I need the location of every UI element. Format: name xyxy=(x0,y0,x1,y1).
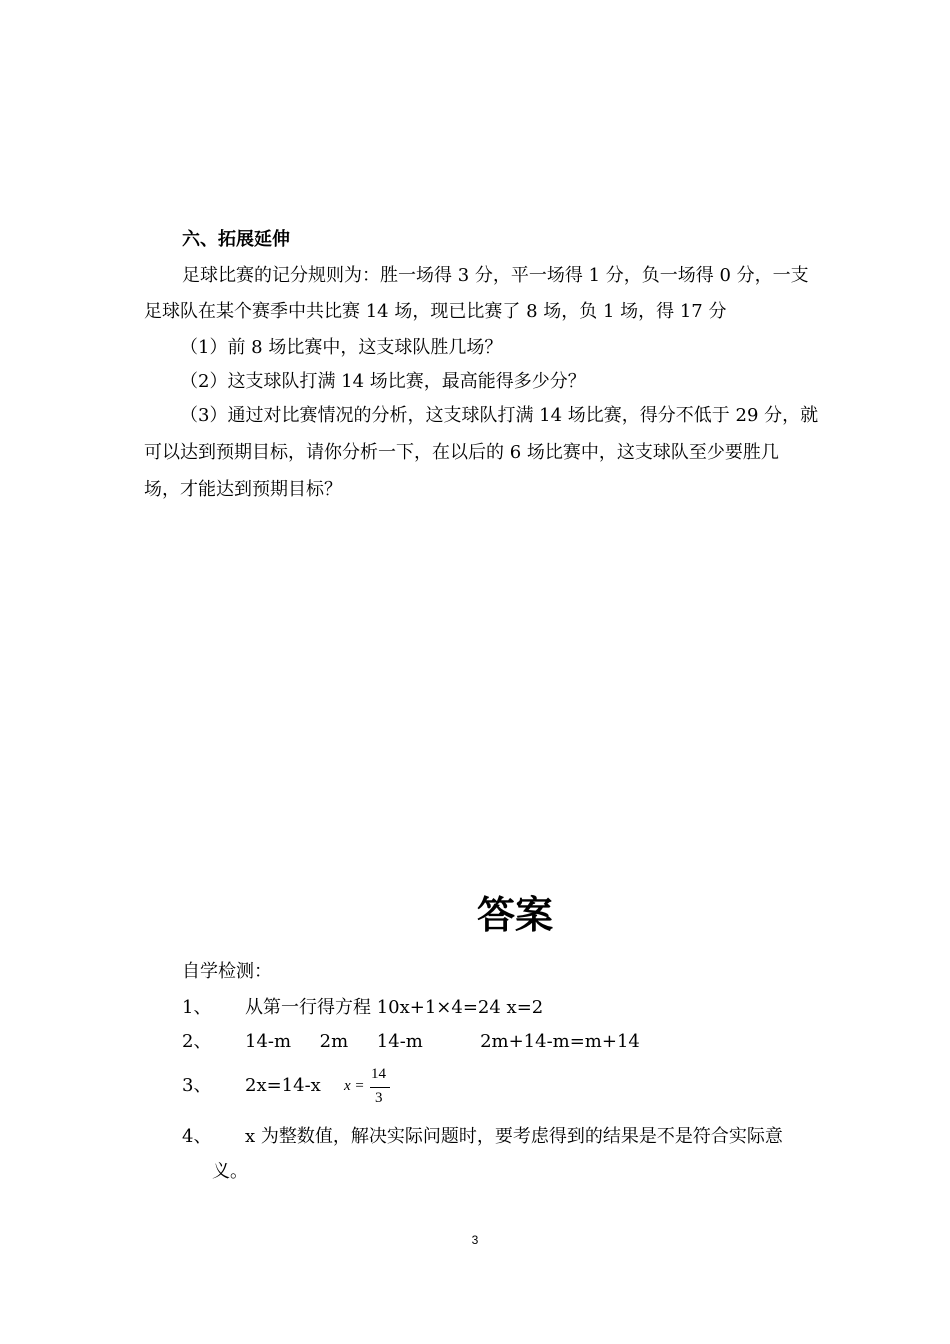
answer-4-line-2: 义。 xyxy=(212,1161,248,1182)
question-2: （2）这支球队打满 14 场比赛，最高能得多少分？ xyxy=(180,371,586,392)
answer-3-number: 3、 xyxy=(182,1075,212,1096)
answer-3-text: 2x=14-x xyxy=(245,1075,321,1096)
answer-heading: 答案 xyxy=(476,893,553,937)
answers-subtitle: 自学检测： xyxy=(182,961,272,982)
answer-2-number: 2、 xyxy=(182,1031,212,1052)
problem-line-2: 足球队在某个赛季中共比赛 14 场，现已比赛了 8 场，负 1 场，得 17 分 xyxy=(144,301,727,322)
section-title: 六、拓展延伸 xyxy=(182,229,290,250)
question-3-line-1: （3）通过对比赛情况的分析，这支球队打满 14 场比赛，得分不低于 29 分，就 xyxy=(180,405,819,426)
fraction-numerator: 14 xyxy=(371,1066,386,1082)
question-3-line-3: 场，才能达到预期目标？ xyxy=(144,479,342,500)
answer-4-number: 4、 xyxy=(182,1126,212,1147)
answer-3-fraction xyxy=(344,1066,404,1110)
fraction-variable: x = xyxy=(344,1078,365,1094)
question-1: （1）前 8 场比赛中，这支球队胜几场？ xyxy=(180,337,503,358)
answer-1-number: 1、 xyxy=(182,997,212,1018)
fraction-denominator: 3 xyxy=(375,1090,383,1106)
answer-4-line-1: x 为整数值，解决实际问题时，要考虑得到的结果是不是符合实际意 xyxy=(245,1126,783,1147)
problem-line-1: 足球比赛的记分规则为：胜一场得 3 分，平一场得 1 分，负一场得 0 分，一支 xyxy=(182,265,809,286)
question-3-line-2: 可以达到预期目标，请你分析一下，在以后的 6 场比赛中，这支球队至少要胜几 xyxy=(144,442,779,463)
answer-2-text: 14-m 2m 14-m 2m+14-m=m+14 xyxy=(245,1031,640,1052)
answer-1-text: 从第一行得方程 10x+1×4=24 x=2 xyxy=(245,997,544,1018)
page-number: 3 xyxy=(471,1233,479,1247)
fraction-bar xyxy=(370,1087,390,1088)
